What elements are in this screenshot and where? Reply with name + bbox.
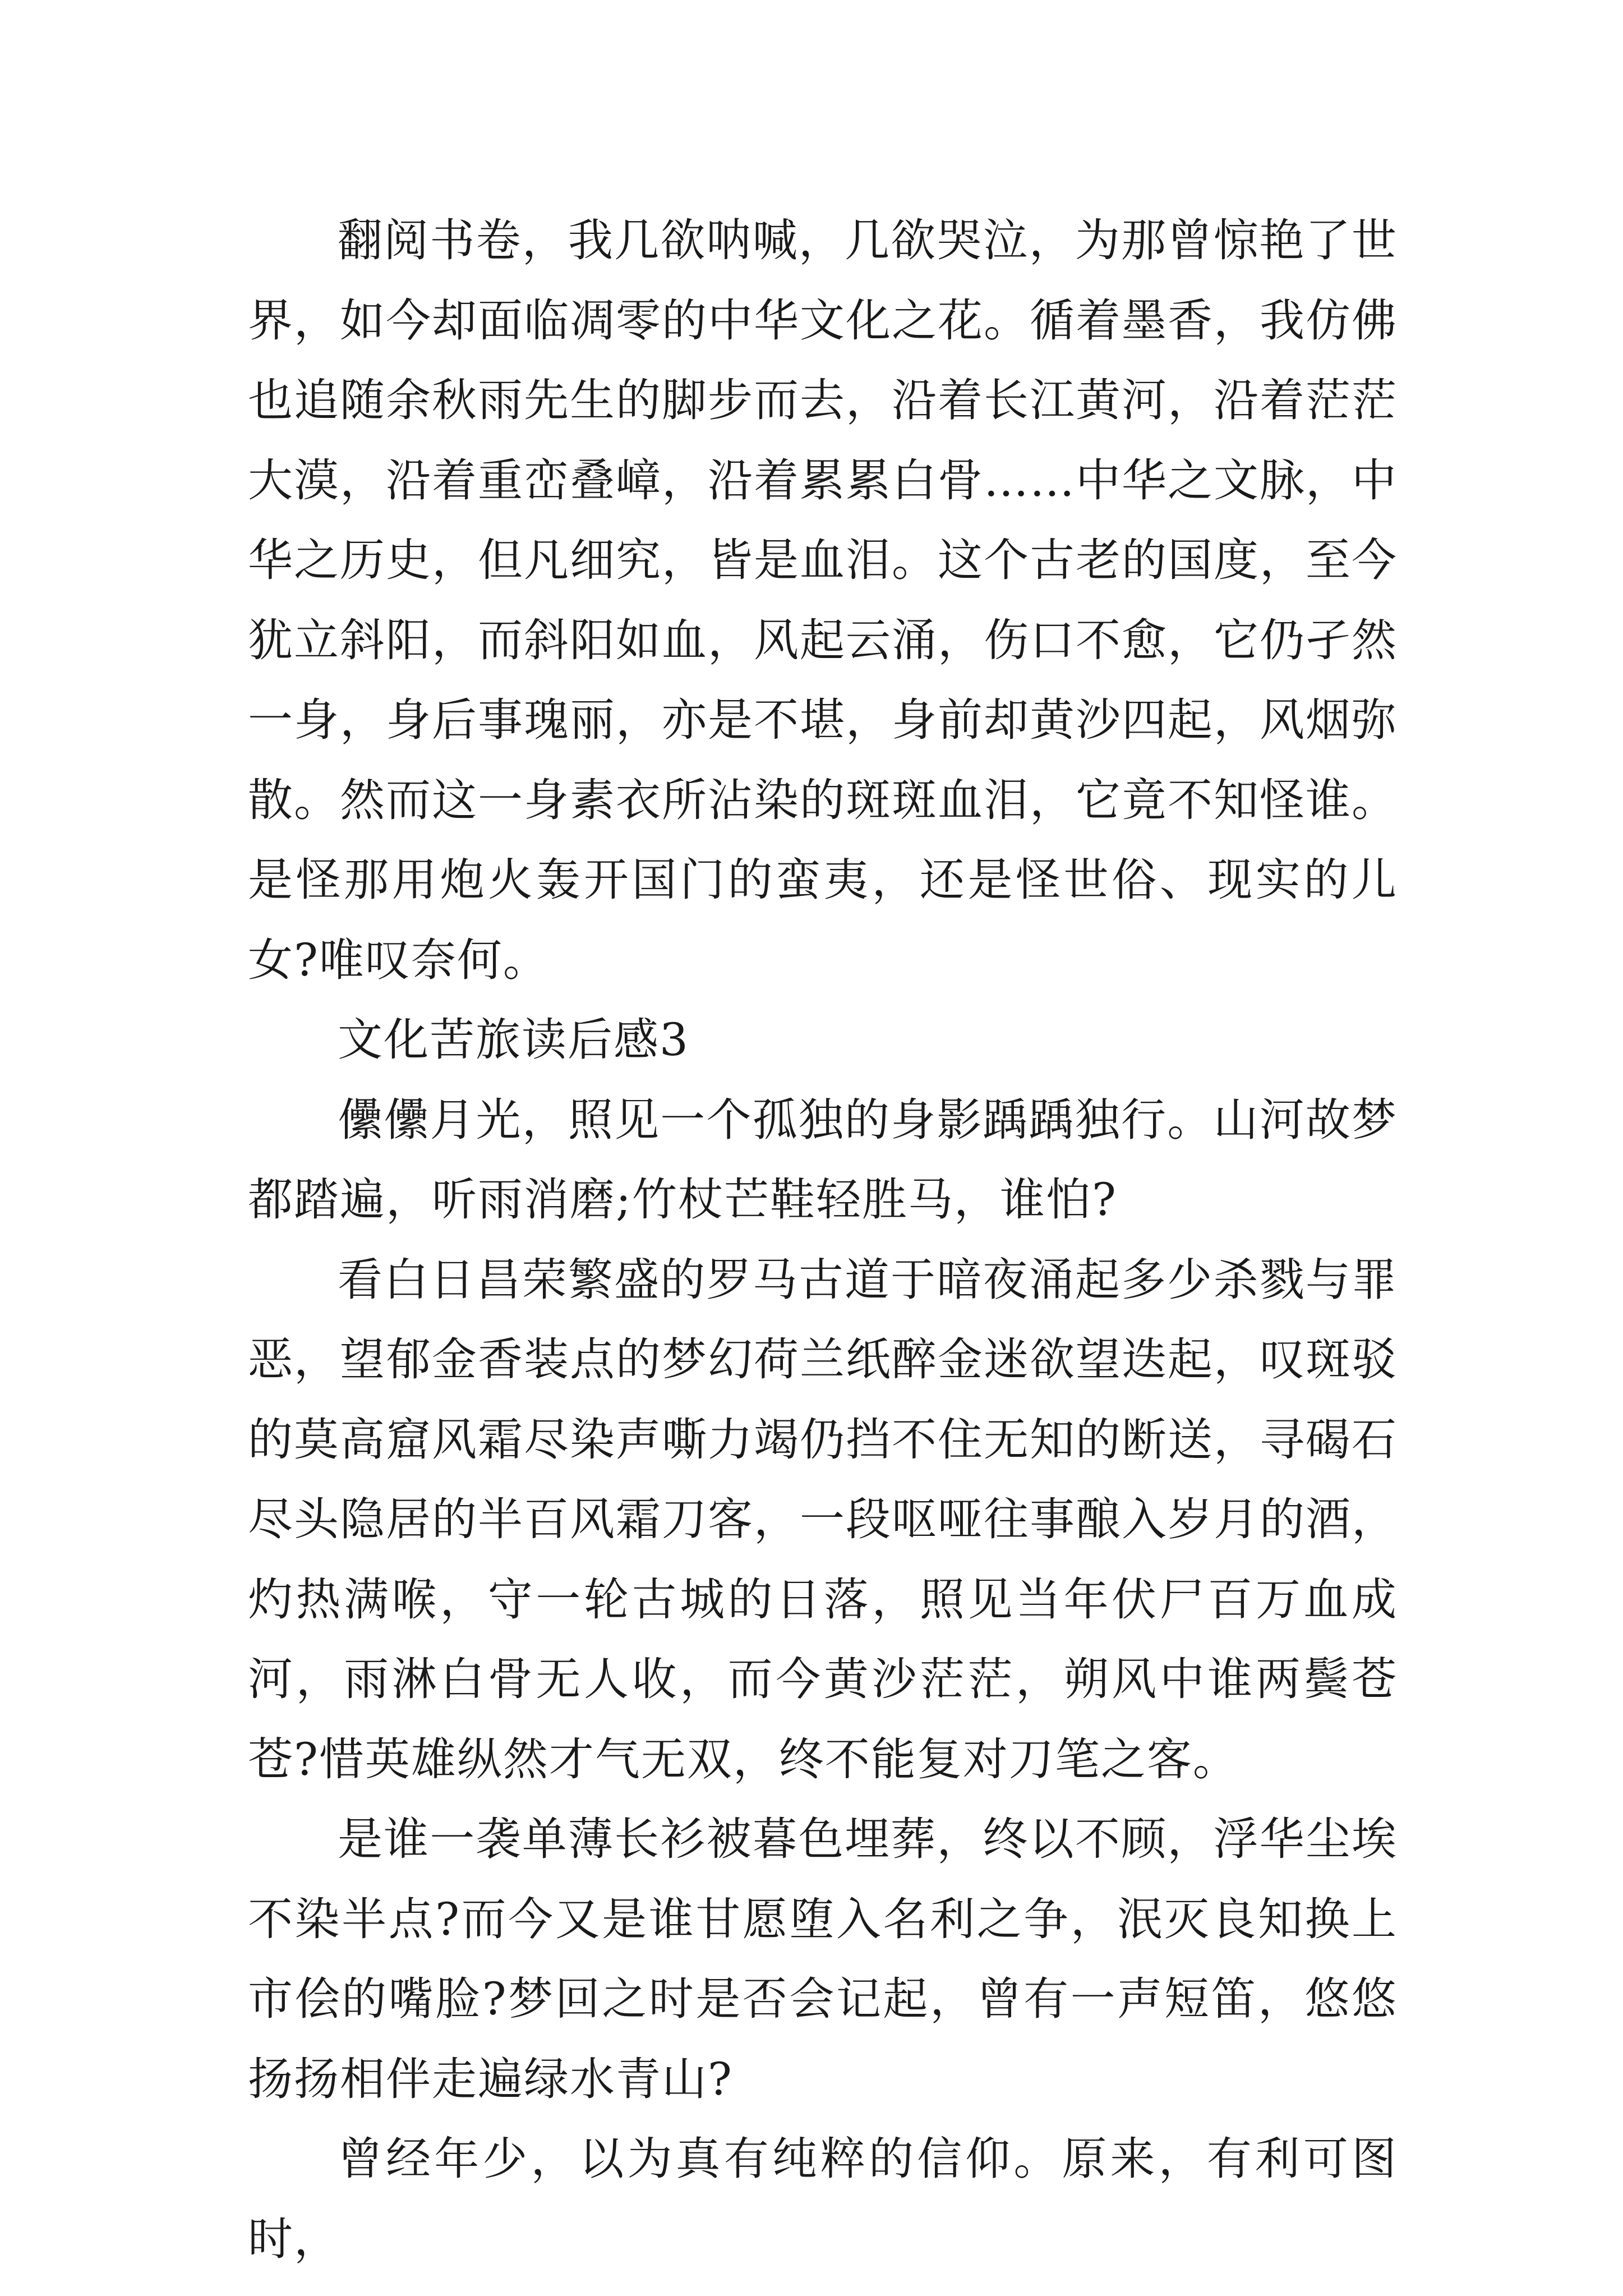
paragraph-2: 儽儽月光，照见一个孤独的身影踽踽独行。山河故梦都踏遍，听雨消磨;竹杖芒鞋轻胜马，谁怕?: [248, 1093, 1398, 1226]
paragraph-1: 翻阅书卷，我几欲呐喊，几欲哭泣，为那曾惊艳了世界，如今却面临凋零的中华文化之花。循着墨香，我仿佛也追随余秋雨先生的脚步而去，沿着长江黄河，沿着茫茫大漠，沿着重峦叠嶂，沿着累累白骨……中华之文脉，中华之历史，但凡细究，皆是血泪。这个古老的国度，至今犹立斜阳，而斜阳如血，风起云涌，伤口不愈，它仍孑然一身，身后事瑰丽，亦是不堪，身前却黄沙四起，风烟弥散。然而这一身素衣所沾染的斑斑血泪，它竟不知怪谁。是怪那用炮火轰开国门的蛮夷，还是怪世俗、现实的儿女?唯叹奈何。: [248, 214, 1398, 986]
section-heading: 文化苦旅读后感3: [338, 1014, 689, 1066]
paragraph-5: 曾经年少，以为真有纯粹的信仰。原来，有利可图时，: [248, 2133, 1398, 2265]
paragraph-4: 是谁一袭单薄长衫被暮色埋葬，终以不顾，浮华尘埃不染半点?而今又是谁甘愿堕入名利之争，泯灭良知换上市侩的嘴脸?梦回之时是否会记起，曾有一声短笛，悠悠扬扬相伴走遍绿水青山?: [248, 1813, 1398, 2105]
document-body: [248, 201, 1398, 2279]
paragraph-3: 看白日昌荣繁盛的罗马古道于暗夜涌起多少杀戮与罪恶，望郁金香装点的梦幻荷兰纸醉金迷欲望迭起，叹斑驳的莫高窟风霜尽染声嘶力竭仍挡不住无知的断送，寻碣石尽头隐居的半百风霜刀客，一段呕哑往事酿入岁月的酒，灼热满喉，守一轮古城的日落，照见当年伏尸百万血成河，雨淋白骨无人收，而今黄沙茫茫，朔风中谁两鬓苍苍?惜英雄纵然才气无双，终不能复对刀笔之客。: [248, 1253, 1398, 1786]
